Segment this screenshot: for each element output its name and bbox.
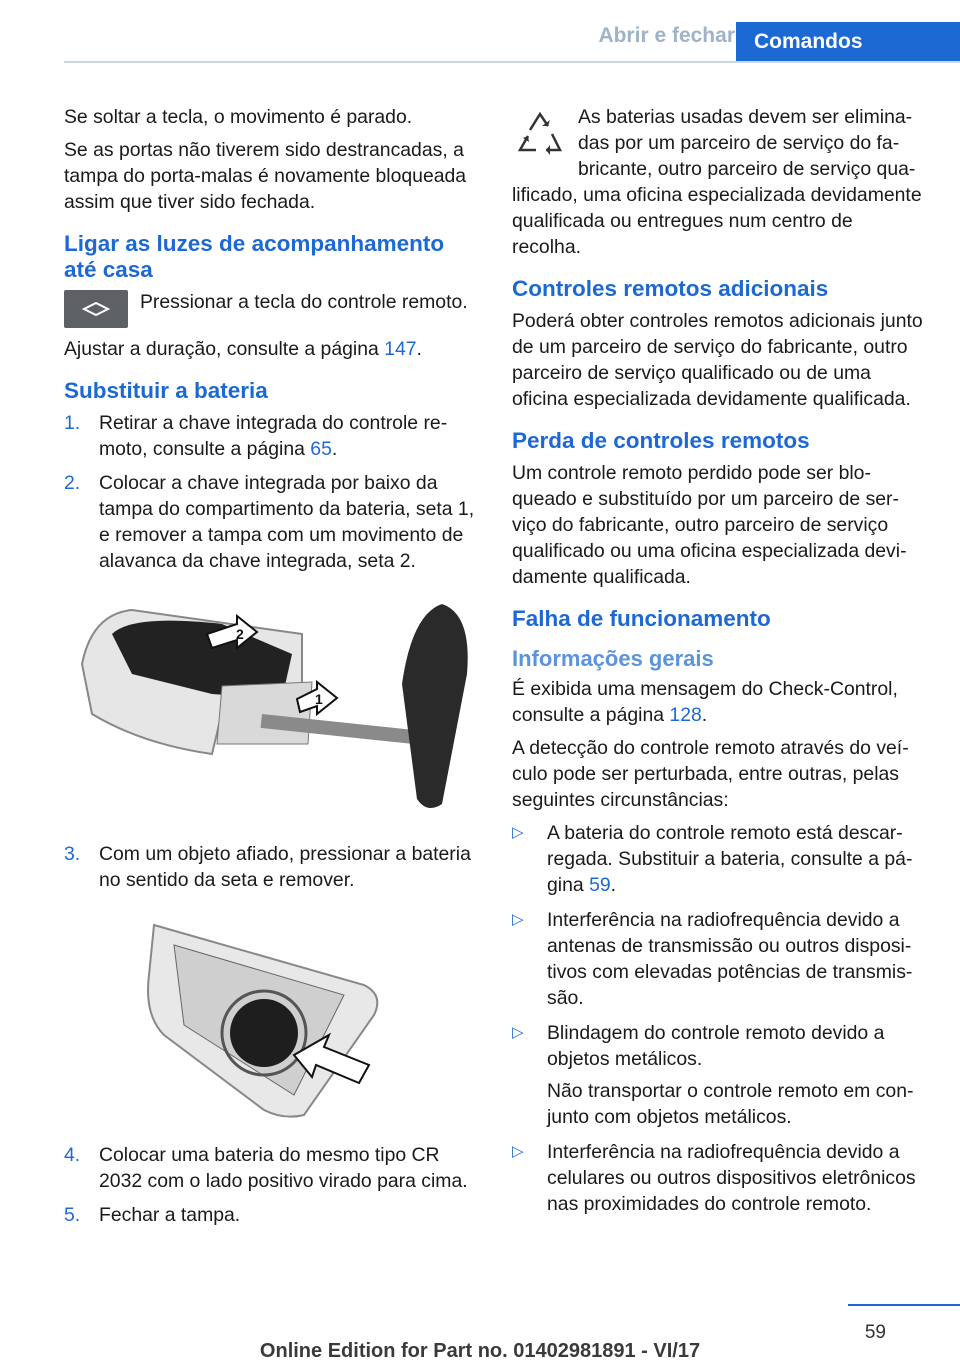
recycle-icon xyxy=(512,104,568,168)
duration-text xyxy=(64,336,478,362)
duration-label: Ajustar a duração, consulte a página xyxy=(64,338,385,360)
page-header xyxy=(0,0,960,62)
recycle-note xyxy=(512,104,926,260)
period: . xyxy=(610,874,617,896)
battery-removal-illustration xyxy=(144,915,404,1123)
heading-info: Informações gerais xyxy=(512,646,714,671)
heading-battery: Substituir a bateria xyxy=(64,378,268,403)
step-item xyxy=(64,1202,478,1228)
period: . xyxy=(331,438,338,460)
page-footer xyxy=(0,1304,960,1362)
remote-key-button-icon xyxy=(64,290,128,328)
footer-rule xyxy=(848,1304,960,1306)
list-item xyxy=(512,820,926,898)
detect-text: A detecção do controle remoto através do veículo pode ser perturbada, entre outras, pelas seguintes circunstâncias: xyxy=(512,737,909,811)
paragraph: Se soltar a tecla, o movimento é parado. xyxy=(64,106,413,128)
list-text: Interferência na radiofrequência devido a antenas de transmissão ou outros dispositivos com elevadas potências de transmissão. xyxy=(547,909,913,1009)
period: . xyxy=(701,704,708,726)
heading-loss: Perda de controles remotos xyxy=(512,428,810,453)
remote-button-row xyxy=(64,289,478,328)
arrow-2-label: 2 xyxy=(236,626,244,642)
step-text: Retirar a chave integrada do controle remoto, consulte a página xyxy=(99,412,448,460)
extra-remotes-text: Poderá obter controles remotos adicionais junto de um parceiro de serviço do fabricante, outro parceiro de serviço qualificado ou de uma oficina especializada devidamente qualificada. xyxy=(512,310,923,410)
step-item xyxy=(64,841,478,893)
triangle-bullet-icon: ▷ xyxy=(512,1143,524,1160)
triangle-bullet-icon: ▷ xyxy=(512,824,524,841)
right-column xyxy=(512,104,926,1226)
step-number: 5. xyxy=(64,1204,81,1226)
battery-steps-cont xyxy=(64,841,478,893)
key-battery-cover-illustration xyxy=(72,594,472,824)
list-text: A bateria do controle remoto está descarregada. Substituir a bateria, consulte a página xyxy=(547,822,913,896)
step-number: 1. xyxy=(64,412,81,434)
step-text: Com um objeto afiado, pressionar a bateria no sentido da seta e remover. xyxy=(99,843,471,891)
step-number: 2. xyxy=(64,472,81,494)
loss-text: Um controle remoto perdido pode ser bloqueado e substituído por um parceiro de serviço do fabricante, outro parceiro de serviço qualificado ou uma oficina especializada devidamente qualificada. xyxy=(512,462,907,588)
edition-text: Online Edition for Part no. 01402981891 - VI/17 xyxy=(259,1340,701,1362)
list-subtext: Não transportar o controle remoto em conjunto com objetos metálicos. xyxy=(547,1080,914,1128)
page-link-65[interactable]: 65 xyxy=(310,438,332,460)
step-number: 4. xyxy=(64,1144,81,1166)
recycle-text: As baterias usadas devem ser eliminadas por um parceiro de serviço do fabricante, outro parceiro de serviço qualificado, uma oficina especializada devidamente qualificada ou entregues num centro de recolha. xyxy=(512,106,922,258)
triangle-bullet-icon: ▷ xyxy=(512,911,524,928)
page-link-128[interactable]: 128 xyxy=(669,704,702,726)
list-item xyxy=(512,907,926,1011)
list-text: Blindagem do controle remoto devido a objetos metálicos. xyxy=(547,1022,885,1070)
fault-list xyxy=(512,820,926,1217)
battery-steps xyxy=(64,410,478,574)
header-rule xyxy=(64,61,960,63)
step-text: Fechar a tampa. xyxy=(99,1204,241,1226)
page-number: 59 xyxy=(864,1322,886,1343)
press-remote-text: Pressionar a tecla do controle remoto. xyxy=(140,291,468,313)
period: . xyxy=(416,338,422,360)
heading-lights: Ligar as luzes de acompanhamento até casa xyxy=(64,231,445,282)
list-item xyxy=(512,1139,926,1217)
battery-steps-end xyxy=(64,1142,478,1228)
step-item xyxy=(64,410,478,462)
page-link-59[interactable]: 59 xyxy=(589,874,611,896)
list-text: Interferência na radiofrequência devido a celulares ou outros dispositivos eletrônicos nas proximidades do controle remoto. xyxy=(547,1141,916,1215)
step-text: Colocar uma bateria do mesmo tipo CR 2032 com o lado positivo virado para cima. xyxy=(99,1144,468,1192)
left-column xyxy=(64,104,478,1236)
step-number: 3. xyxy=(64,843,81,865)
page-link-147[interactable]: 147 xyxy=(384,338,417,360)
arrow-1-label: 1 xyxy=(315,691,323,707)
paragraph: Se as portas não tiverem sido destrancadas, a tampa do porta-malas é novamente bloqueada assim que tiver sido fechada. xyxy=(64,139,467,213)
step-item xyxy=(64,1142,478,1194)
triangle-bullet-icon: ▷ xyxy=(512,1024,524,1041)
section-tab[interactable]: Abrir e fechar xyxy=(598,24,735,47)
cc-label: É exibida uma mensagem do Check-Control, consulte a página xyxy=(512,678,898,726)
heading-fault: Falha de funcionamento xyxy=(512,606,771,631)
heading-extra-remotes: Controles remotos adicionais xyxy=(512,276,829,301)
step-text: Colocar a chave integrada por baixo da tampa do compartimento da bateria, seta 1, e remover a tampa com um movimento de alavanca da chave integrada, seta 2. xyxy=(99,472,475,572)
check-control-text xyxy=(512,676,926,728)
step-item xyxy=(64,470,478,574)
list-item xyxy=(512,1020,926,1130)
chapter-tab[interactable]: Comandos xyxy=(736,22,960,62)
